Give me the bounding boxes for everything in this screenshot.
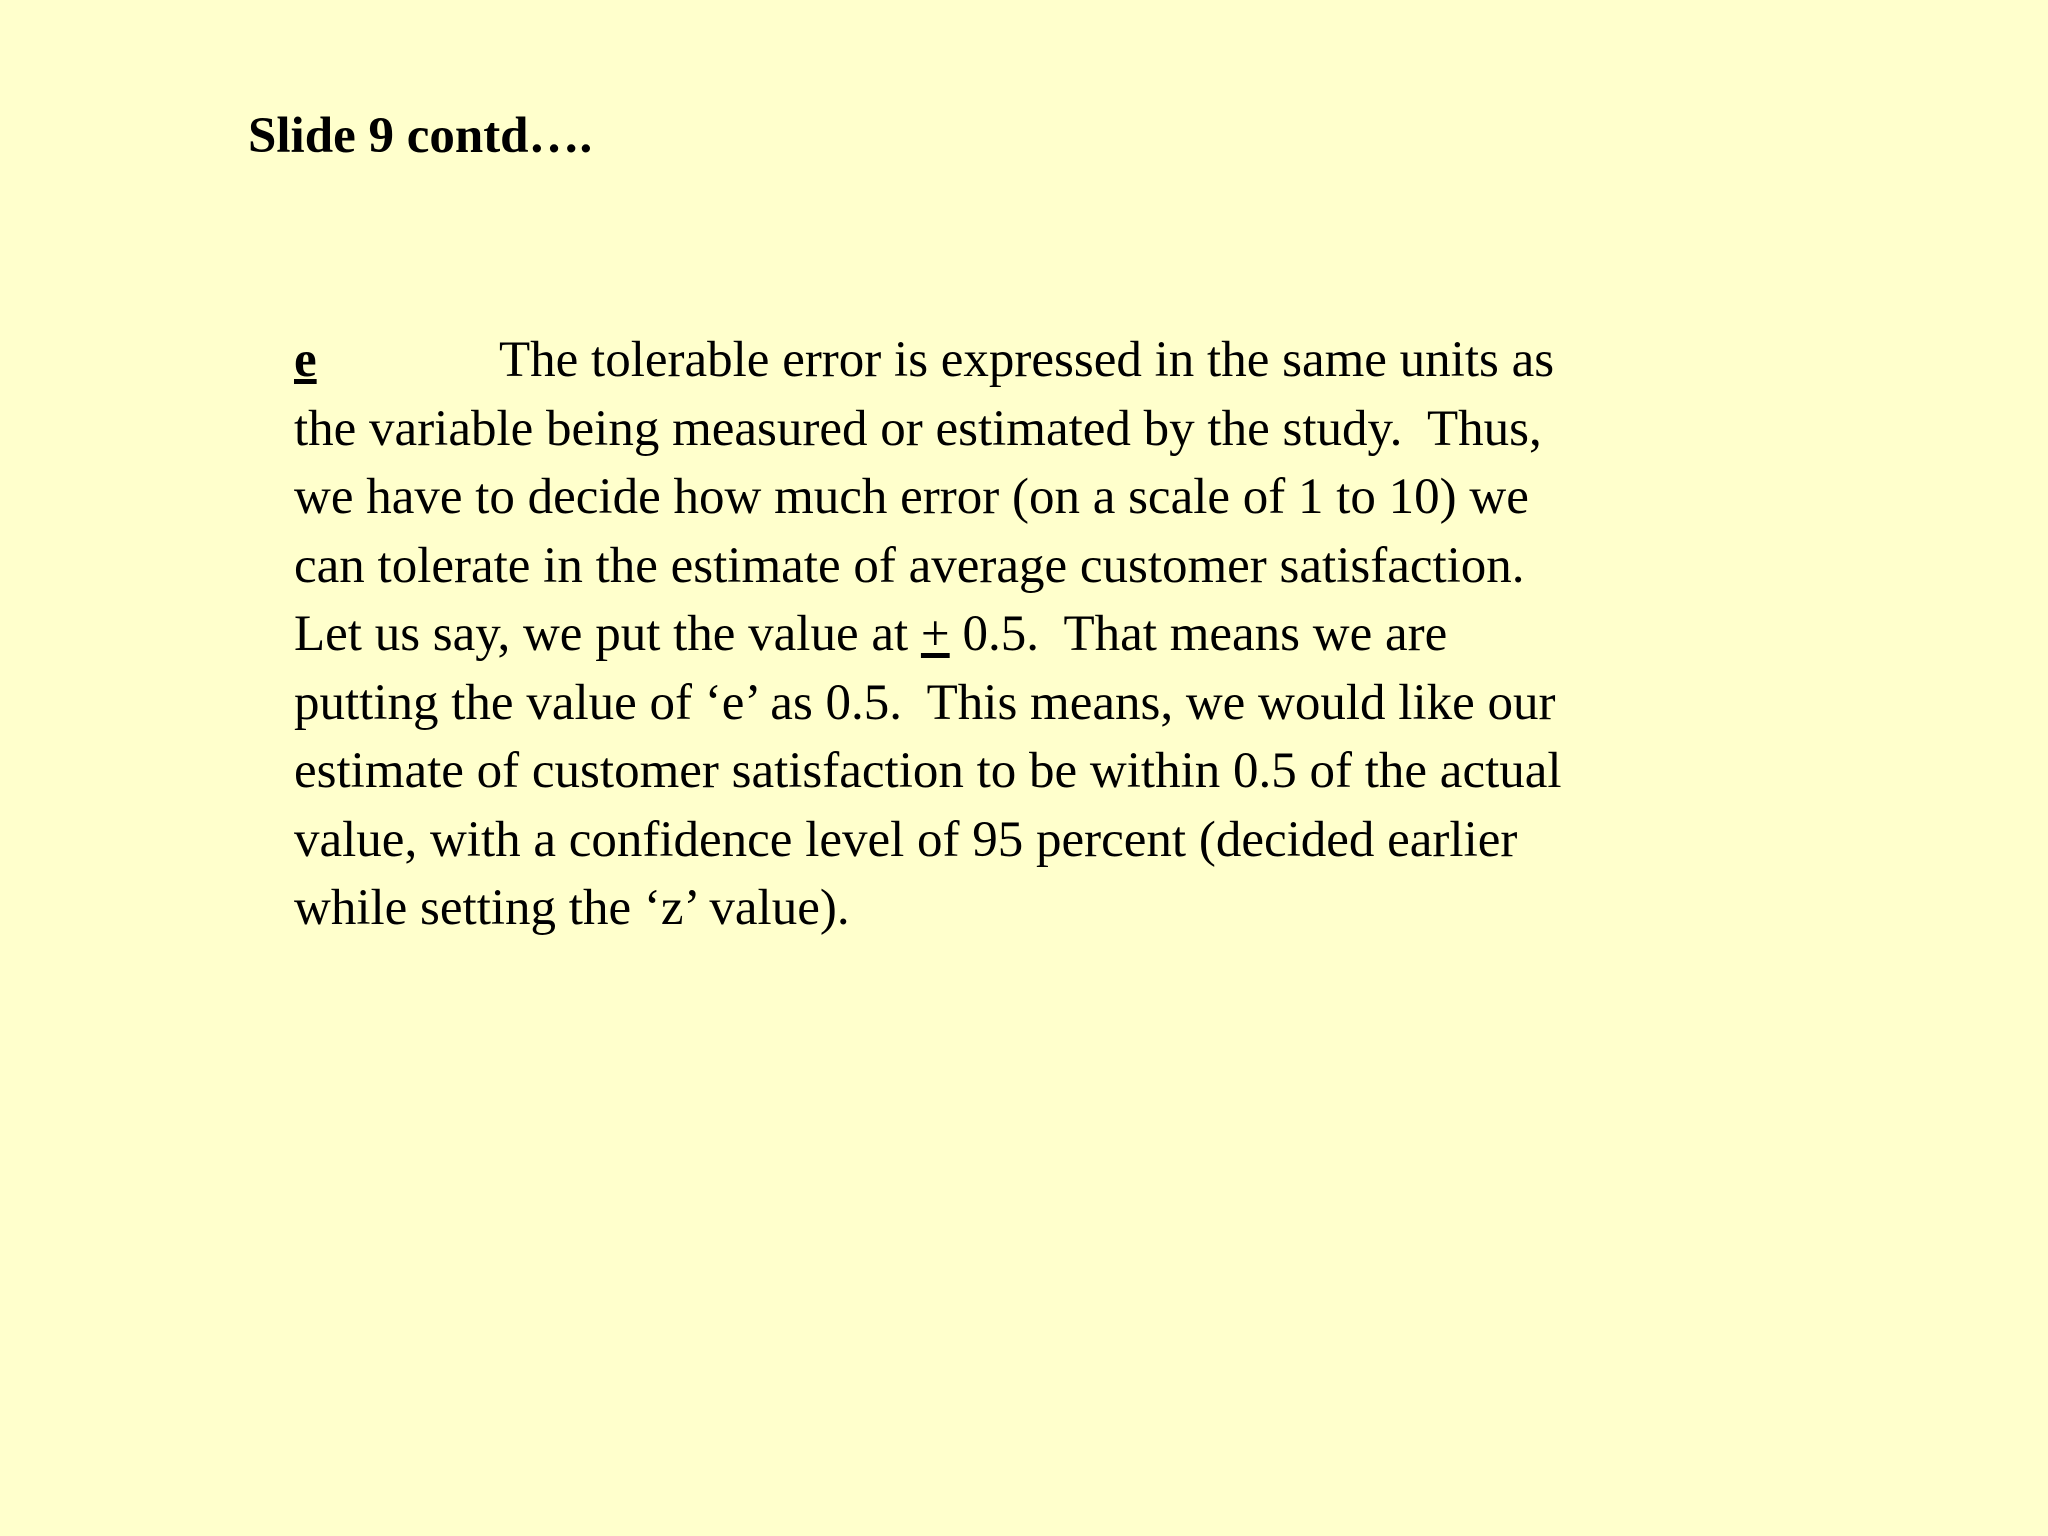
body-line-4: can tolerate in the estimate of average customer satisfaction. (294, 537, 1525, 594)
body-line-6: putting the value of ‘e’ as 0.5. This means, we would like our (294, 674, 1556, 731)
body-line-5-start: Let us say, we put the value at (294, 606, 921, 662)
body-line-1 (294, 326, 1734, 395)
plus-minus-symbol: + (920, 606, 950, 662)
body-line-8: value, with a confidence level of 95 percent (decided earlier (294, 811, 1518, 868)
body-line-7: estimate of customer satisfaction to be within 0.5 of the actual (294, 743, 1562, 799)
body-line-3: we have to decide how much error (on a scale of 1 to 10) we (294, 469, 1529, 525)
body-line-5-end: 0.5. That means we are (949, 606, 1448, 662)
body-line-2: the variable being measured or estimated by the study. Thus, (294, 400, 1542, 457)
body-line-9: while setting the ‘z’ value). (294, 880, 850, 936)
slide-title: Slide 9 contd…. (248, 108, 593, 164)
body-line-5 (294, 600, 1734, 669)
term-e: e (294, 332, 317, 388)
body-text (294, 326, 1734, 943)
body-line-1-text: The tolerable error is expressed in the same units as (499, 332, 1555, 388)
